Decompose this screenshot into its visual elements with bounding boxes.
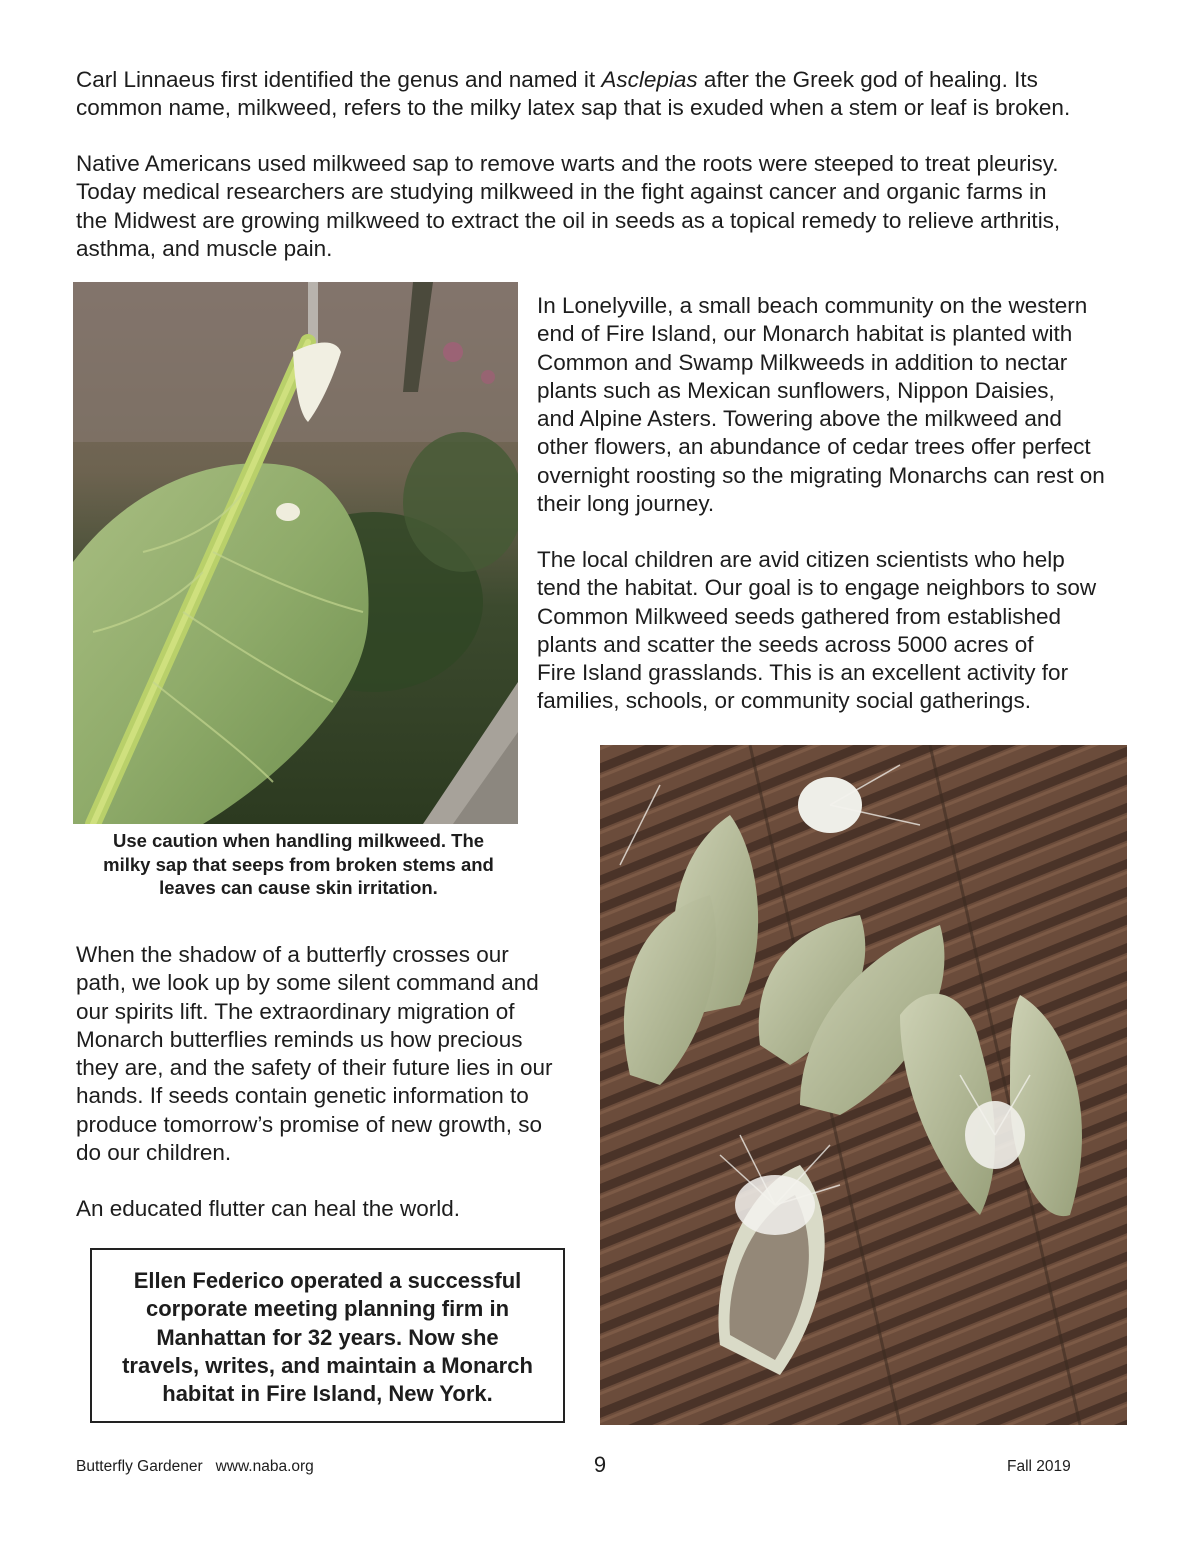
- intro-paragraph-1: [76, 66, 1070, 123]
- text-line: Common Milkweed seeds gathered from established: [537, 603, 1062, 629]
- text-line: Native Americans used milkweed sap to remove warts and the roots were steeped to treat pleurisy.: [76, 151, 1059, 176]
- habitat-paragraph: [537, 292, 1105, 518]
- text-line: end of Fire Island, our Monarch habitat is planted with: [537, 321, 1073, 347]
- text-line: our spirits lift. The extraordinary migration of: [76, 998, 515, 1024]
- bio-line: travels, writes, and maintain a Monarch: [122, 1352, 533, 1378]
- text-line: The local children are avid citizen scientists who help: [537, 547, 1065, 572]
- bio-line: habitat in Fire Island, New York.: [162, 1381, 493, 1407]
- seed-pods-image: [600, 745, 1127, 1425]
- author-bio-text: [92, 1267, 563, 1408]
- text-line: [76, 66, 1070, 94]
- milkweed-leaf-image: [73, 282, 518, 824]
- text-line: plants and scatter the seeds across 5000 acres of: [537, 631, 1034, 657]
- author-bio-box: [90, 1248, 565, 1423]
- text-line: When the shadow of a butterfly crosses our: [76, 942, 509, 967]
- bio-line: Ellen Federico operated a successful: [133, 1268, 522, 1293]
- text-line: their long journey.: [537, 491, 715, 517]
- genus-name: Asclepias: [601, 67, 698, 92]
- bio-line: corporate meeting planning firm in: [145, 1296, 510, 1322]
- leaf-photo-caption: [73, 829, 524, 900]
- text-line: common name, milkweed, refers to the milky latex sap that is exuded when a stem or leaf is broken.: [76, 95, 1071, 121]
- text-line: other flowers, an abundance of cedar trees offer perfect: [537, 434, 1091, 460]
- caption-line: Use caution when handling milkweed. The: [112, 830, 485, 851]
- text-line: In Lonelyville, a small beach community on the western: [537, 293, 1088, 318]
- text-line: plants such as Mexican sunflowers, Nippon Daisies,: [537, 377, 1055, 403]
- text-line: Today medical researchers are studying milkweed in the fight against cancer and organic farms in: [76, 179, 1047, 205]
- text-line: hands. If seeds contain genetic information to: [76, 1083, 529, 1109]
- text-line: Monarch butterflies reminds us how precious: [76, 1026, 523, 1052]
- text-run: after the Greek god of healing. Its: [697, 67, 1038, 92]
- publication-name: Butterfly Gardener: [76, 1458, 203, 1475]
- text-line: path, we look up by some silent command and: [76, 970, 539, 996]
- caption-line: milky sap that seeps from broken stems and: [103, 853, 494, 875]
- text-line: overnight roosting so the migrating Monarchs can rest on: [537, 462, 1105, 488]
- text-line: asthma, and muscle pain.: [76, 235, 333, 261]
- text-line: produce tomorrow’s promise of new growth, so: [76, 1111, 543, 1137]
- milkweed-leaf-photo: [73, 282, 518, 824]
- text-line: Common and Swamp Milkweeds in addition to nectar: [537, 349, 1068, 375]
- text-line: the Midwest are growing milkweed to extract the oil in seeds as a topical remedy to relieve arthritis,: [76, 207, 1061, 233]
- text-line: tend the habitat. Our goal is to engage neighbors to sow: [537, 575, 1097, 601]
- website-link[interactable]: www.naba.org: [215, 1458, 314, 1475]
- intro-paragraph-2: [76, 150, 1060, 263]
- citizen-scientists-paragraph: [537, 546, 1096, 716]
- closing-line: [76, 1195, 460, 1223]
- text-line: An educated flutter can heal the world.: [76, 1196, 460, 1221]
- text-line: and Alpine Asters. Towering above the milkweed and: [537, 406, 1062, 432]
- bio-line: Manhattan for 32 years. Now she: [156, 1324, 499, 1350]
- caption-line: leaves can cause skin irritation.: [159, 877, 438, 898]
- text-run: Carl Linnaeus first identified the genus and named it: [76, 67, 602, 92]
- page-number: 9: [593, 1452, 607, 1477]
- text-line: do our children.: [76, 1140, 232, 1166]
- text-line: they are, and the safety of their future lies in our: [76, 1055, 553, 1081]
- milkweed-seed-pods-photo: [600, 745, 1127, 1425]
- issue-date: Fall 2019: [1007, 1458, 1071, 1475]
- butterfly-shadow-paragraph: [76, 941, 553, 1167]
- text-line: Fire Island grasslands. This is an excellent activity for: [537, 660, 1069, 686]
- text-line: families, schools, or community social gatherings.: [537, 688, 1031, 714]
